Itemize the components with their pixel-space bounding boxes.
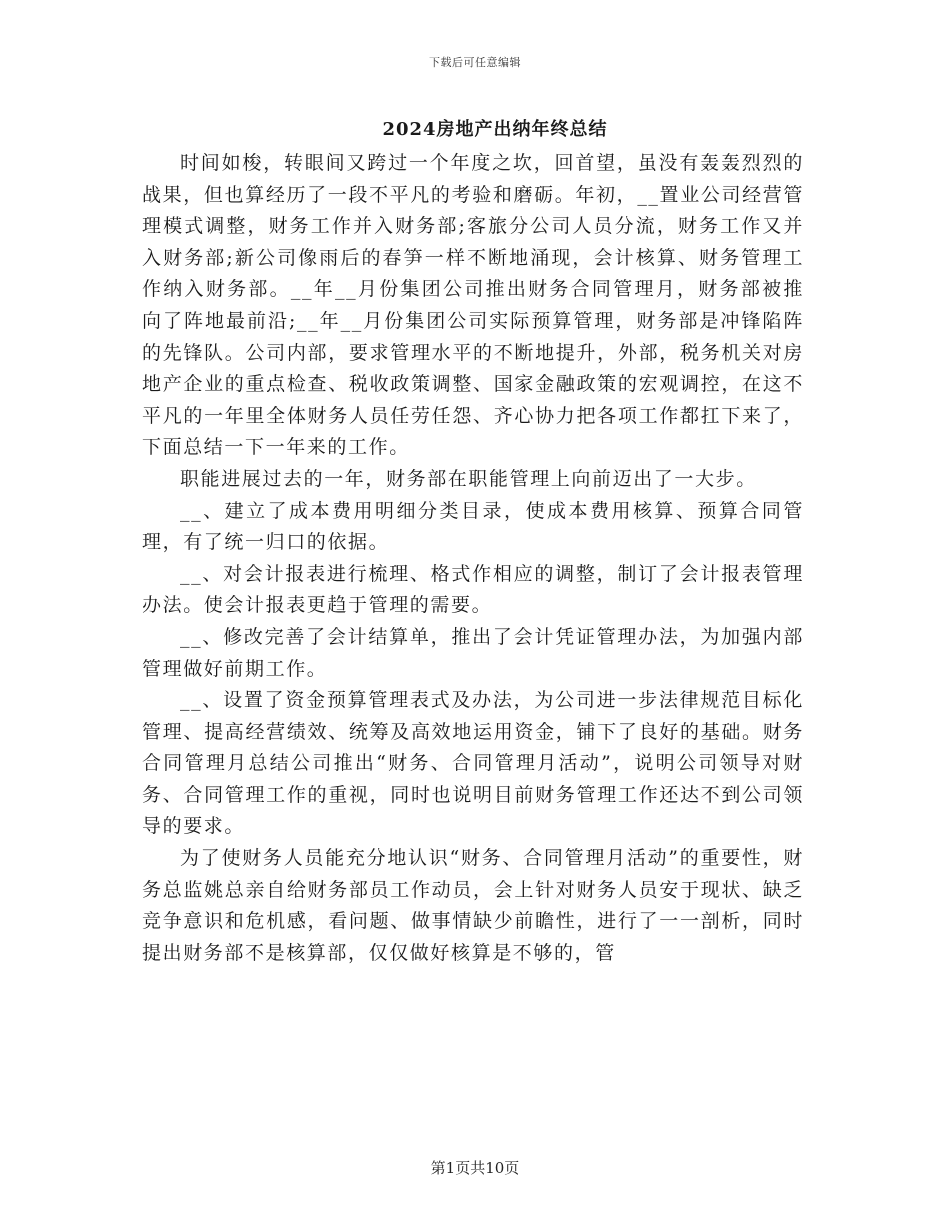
paragraph-item-report: __、对会计报表进行梳理、格式作相应的调整，制订了会计报表管理办法。使会计报表更趋于管理的需要。 [142,562,804,617]
paragraph-mobilization: 为了使财务人员能充分地认识“财务、合同管理月活动”的重要性，财务总监姚总亲自给财务部员工作动员，会上针对财务人员安于现状、缺乏竞争意识和危机感，看问题、做事情缺少前瞻性，进行了一一剖析，同时提出财务部不是核算部，仅仅做好核算是不够的，管 [142,847,804,964]
paragraph-intro: 时间如梭，转眼间又跨过一个年度之坎，回首望，虽没有轰轰烈烈的战果，但也算经历了一段不平凡的考验和磨砺。年初，__置业公司经营管理模式调整，财务工作并入财务部;客旅分公司人员分流，财务工作又并入财务部;新公司像雨后的春笋一样不断地涌现，会计核算、财务管理工作纳入财务部。__年__月份集团公司推出财务合同管理月，财务部被推向了阵地最前沿;__年__月份集团公司实际预算管理，财务部是冲锋陷阵的先锋队。公司内部，要求管理水平的不断地提升，外部，税务机关对房地产企业的重点检查、税收政策调整、国家金融政策的宏观调控，在这不平凡的一年里全体财务人员任劳任怨、齐心协力把各项工作都扛下来了，下面总结一下一年来的工作。 [142,152,804,459]
document-body [142,148,804,969]
paragraph-progress: 职能进展过去的一年，财务部在职能管理上向前迈出了一大步。 [180,467,757,490]
paragraph-item-settlement: __、修改完善了会计结算单，推出了会计凭证管理办法，为加强内部管理做好前期工作。 [142,625,804,680]
document-title: 2024房地产出纳年终总结 [382,119,608,140]
paragraph-item-cost-catalog: __、建立了成本费用明细分类目录，使成本费用核算、预算合同管理，有了统一归口的依据。 [142,499,804,554]
page-footer: 第1页共10页 [430,1159,520,1177]
paragraph-item-budget: __、设置了资金预算管理表式及办法，为公司进一步法律规范目标化管理、提高经营绩效、统筹及高效地运用资金，铺下了良好的基础。财务合同管理月总结公司推出“财务、合同管理月活动”，说明公司领导对财务、合同管理工作的重视，同时也说明目前财务管理工作还达不到公司领导的要求。 [142,689,804,838]
header-note: 下载后可任意编辑 [429,56,521,69]
